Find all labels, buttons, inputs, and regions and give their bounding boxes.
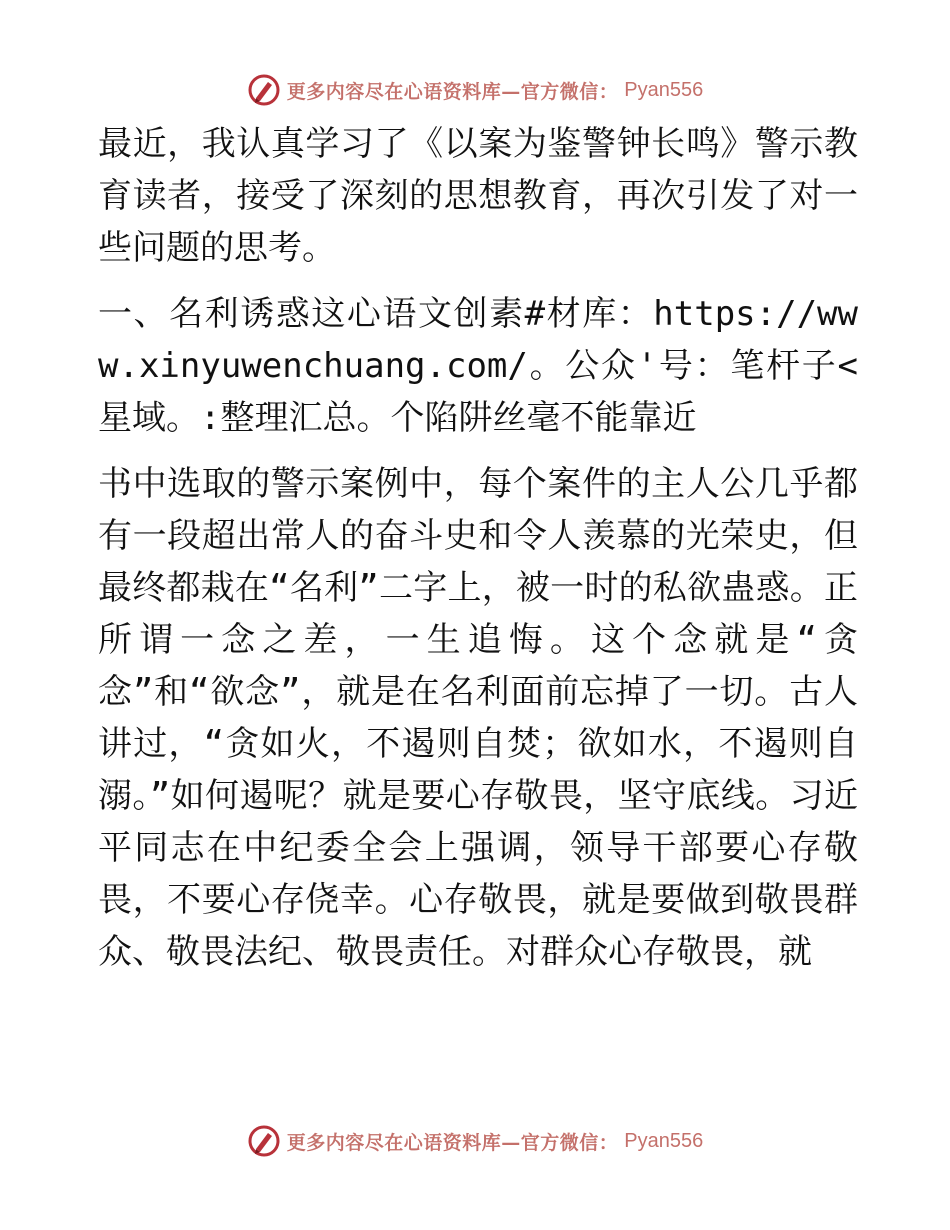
paragraph-intro: 最近，我认真学习了《以案为鉴警钟长鸣》警示教育读者，接受了深刻的思想教育，再次引发了对一些问题的思考。 (98, 124, 858, 268)
banner-text: 更多内容尽在心语资料库—官方微信： (286, 80, 619, 103)
wechat-id: Pyan556 (624, 78, 704, 101)
document-body (98, 118, 858, 978)
footer-banner (0, 1121, 950, 1161)
pen-in-circle-icon (247, 1124, 281, 1158)
wechat-id: Pyan556 (624, 1129, 704, 1152)
banner-text: 更多内容尽在心语资料库—官方微信： (286, 1131, 619, 1154)
section-heading: 一、名利诱惑这心语文创素#材库：https://www.xinyuwenchuang.com/。公众'号：笔杆子<星域。:整理汇总。个陷阱丝毫不能靠近 (98, 294, 858, 438)
paragraph-body: 书中选取的警示案例中，每个案件的主人公几乎都有一段超出常人的奋斗史和令人羡慕的光荣史，但最终都栽在“名利”二字上，被一时的私欲蛊惑。正所谓一念之差，一生追悔。这个念就是“贪念”和“欲念”，就是在名利面前忘掉了一切。古人讲过，“贪如火，不遏则自焚；欲如水，不遏则自溺。”如何遏呢？就是要心存敬畏，坚守底线。习近平同志在中纪委全会上强调，领导干部要心存敬畏，不要心存侥幸。心存敬畏，就是要做到敬畏群众、敬畏法纪、敬畏责任。对群众心存敬畏，就 (98, 464, 858, 972)
pen-in-circle-icon (247, 73, 281, 107)
header-banner (0, 70, 950, 110)
